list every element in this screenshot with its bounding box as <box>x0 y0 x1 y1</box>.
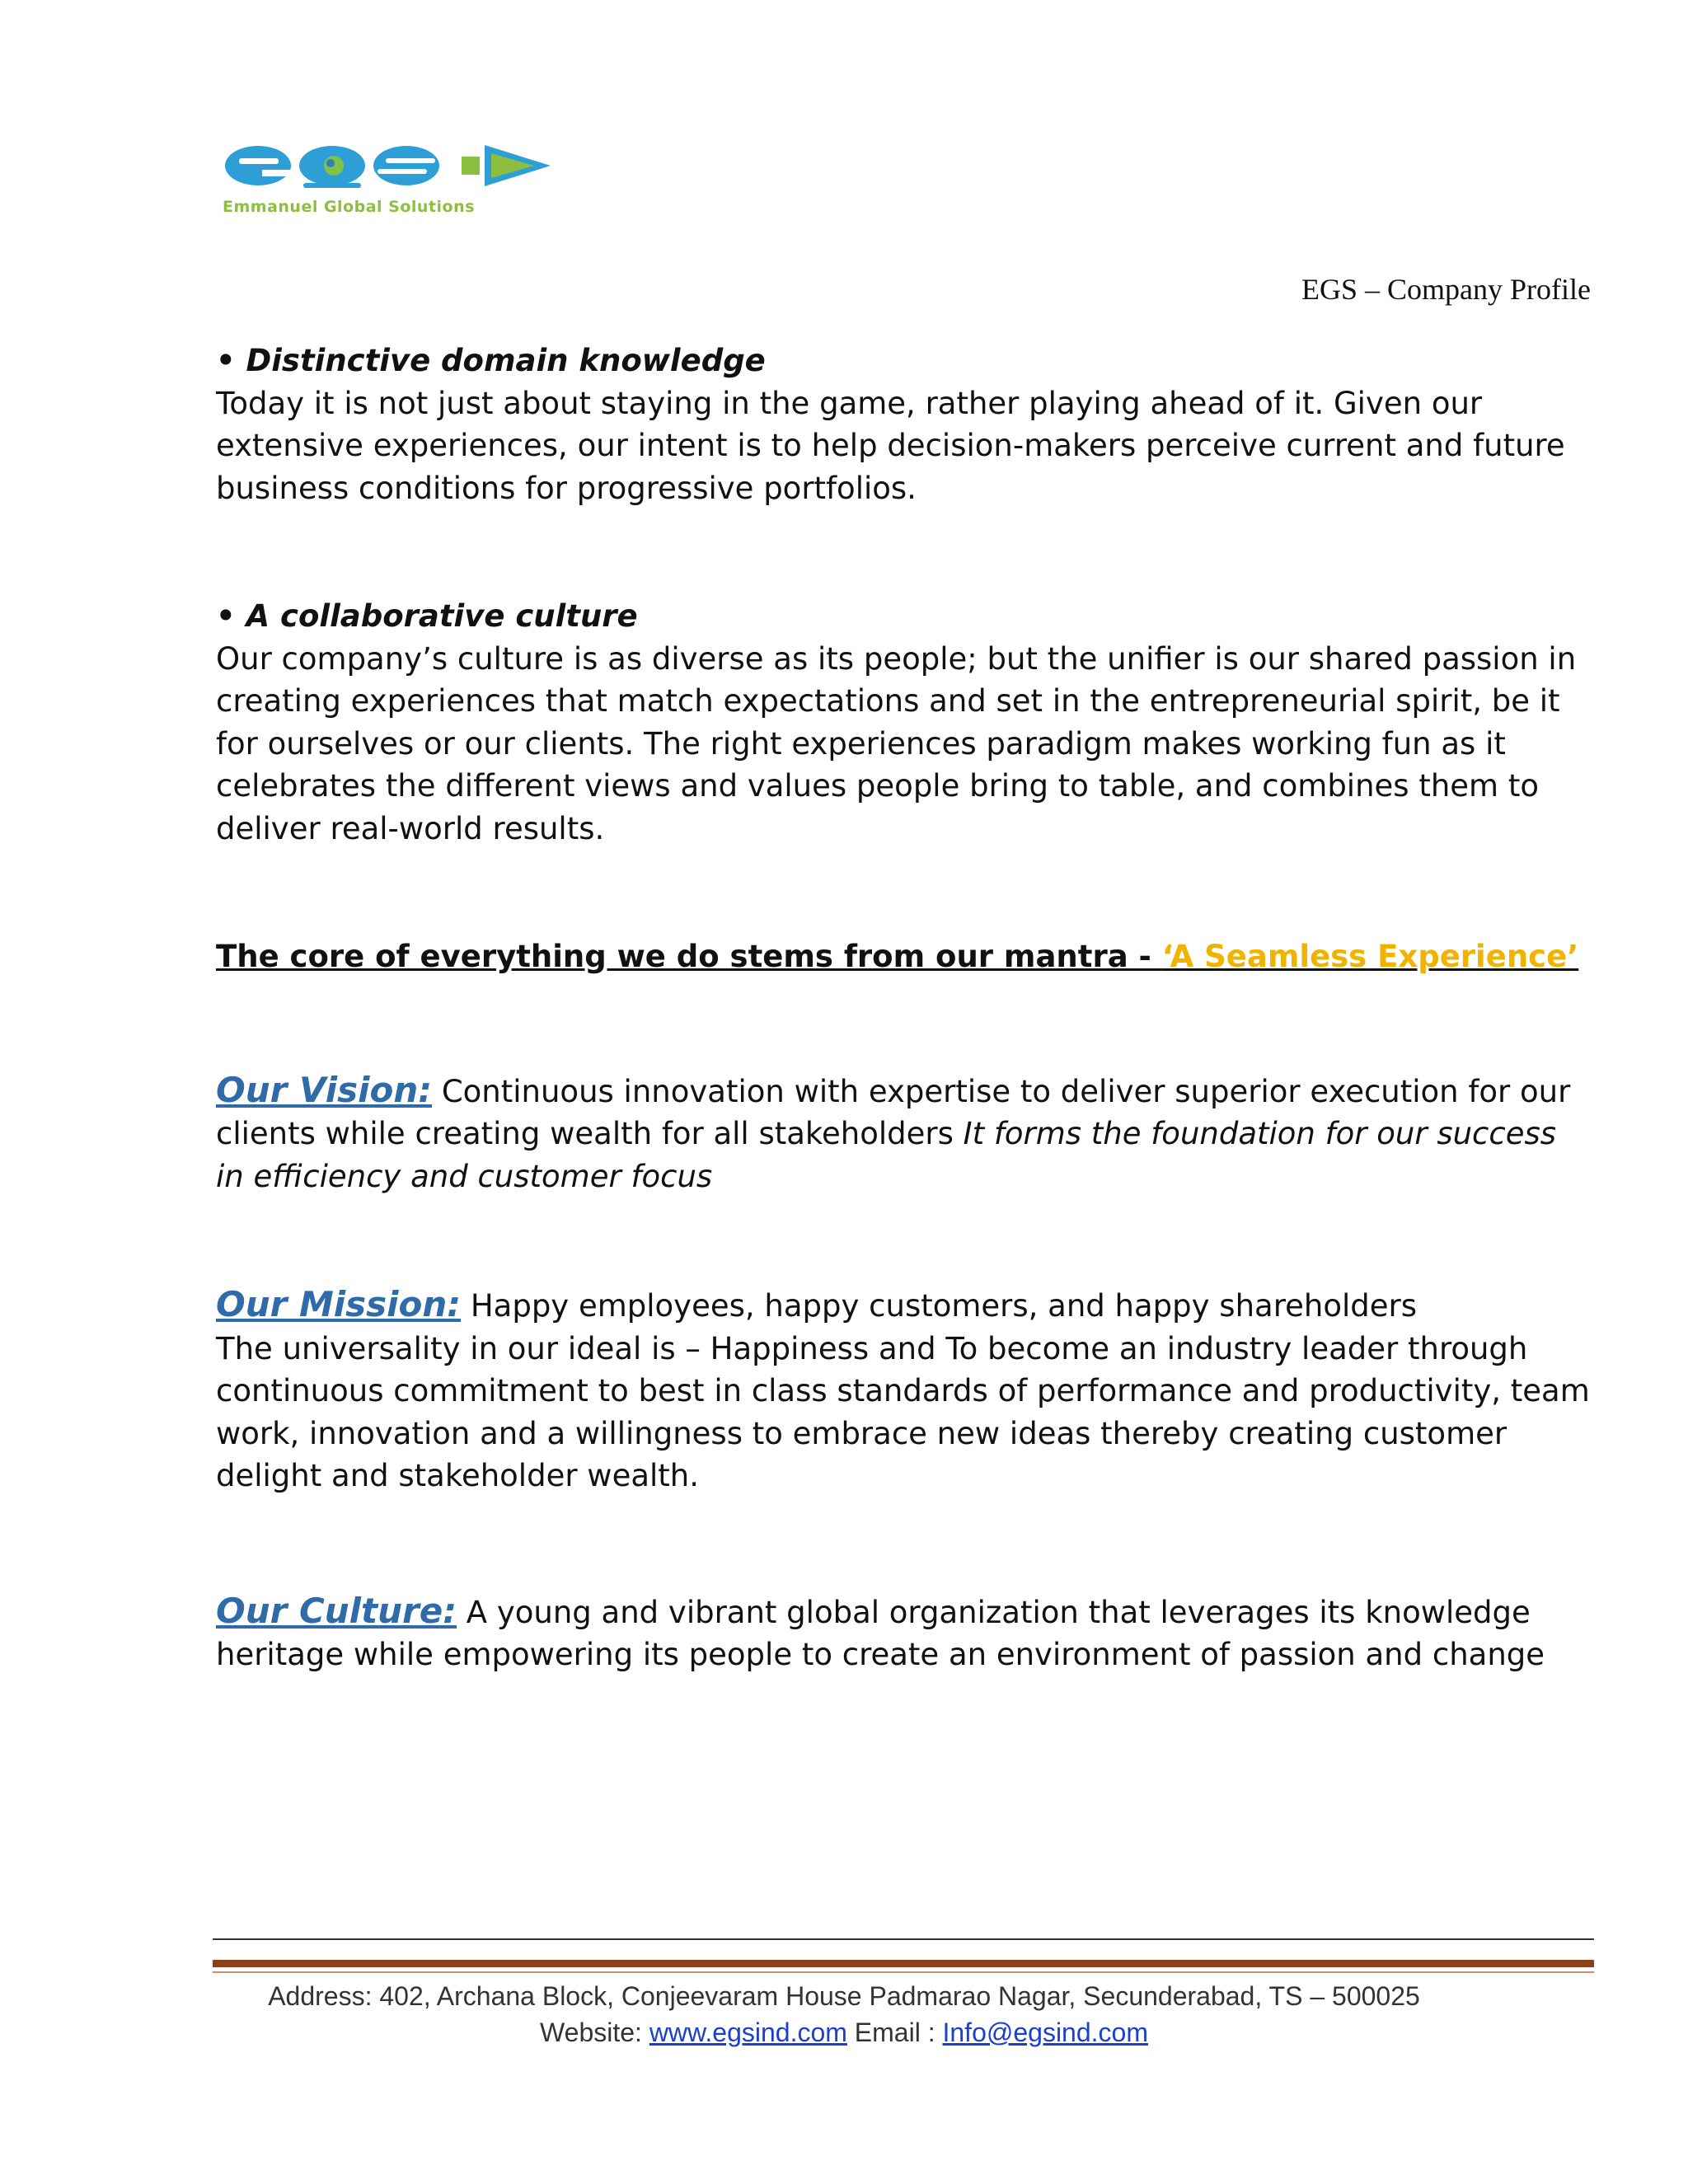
vision-italic-text: It forms the foundation for our success <box>963 1116 1557 1151</box>
mantra-text: The core of everything we do stems from our mantra - <box>216 939 1162 974</box>
body-text-line: creating experiences that match expectations and set in the entrepreneurial spirit, be it <box>216 683 1560 719</box>
vision-text: clients while creating wealth for all stakeholders <box>216 1116 964 1151</box>
email-label: Email : <box>846 2018 943 2047</box>
footer-divider <box>213 1938 1594 1940</box>
logo-tagline: Emmanuel Global Solutions <box>223 198 475 216</box>
body-text-line: deliver real-world results. <box>216 810 605 846</box>
body-text-line: Our company’s culture is as diverse as its people; but the unifier is our shared passion in <box>216 640 1577 677</box>
vision-label: Our Vision: <box>216 1069 433 1110</box>
mission-text: Happy employees, happy customers, and happy shareholders <box>461 1288 1417 1324</box>
mission-label: Our Mission: <box>216 1284 462 1324</box>
body-text-line: for ourselves or our clients. The right experiences paradigm makes working fun as it <box>216 725 1506 762</box>
body-text-line: business conditions for progressive portfolios. <box>216 470 917 506</box>
mission-section <box>216 1283 1601 1497</box>
footer-address: Address: 402, Archana Block, Conjeevaram House Padmarao Nagar, Secunderabad, TS – 500025 <box>268 1981 1420 2011</box>
mantra-statement <box>216 935 1601 978</box>
company-logo <box>221 138 567 221</box>
body-text-line: The universality in our ideal is – Happiness and To become an industry leader through <box>216 1330 1528 1366</box>
document-title: EGS – Company Profile <box>1301 273 1591 306</box>
culture-label: Our Culture: <box>216 1590 457 1631</box>
website-label: Website: <box>540 2018 649 2047</box>
website-link[interactable]: www.egsind.com <box>649 2018 847 2047</box>
culture-text: A young and vibrant global organization that leverages its knowledge <box>457 1594 1531 1630</box>
egs-logo-icon <box>221 138 567 196</box>
body-text-line: heritage while empowering its people to create an environment of passion and change <box>216 1637 1545 1672</box>
body-text-line: delight and stakeholder wealth. <box>216 1458 700 1493</box>
body-text-line: extensive experiences, our intent is to help decision-makers perceive current and future <box>216 428 1565 463</box>
body-text-line: celebrates the different views and values people bring to table, and combines them to <box>216 768 1540 804</box>
body-text-line: work, innovation and a willingness to embrace new ideas thereby creating customer <box>216 1415 1507 1451</box>
body-text-line: Today it is not just about staying in the game, rather playing ahead of it. Given our <box>216 385 1483 421</box>
vision-italic-text: in efficiency and customer focus <box>216 1158 713 1194</box>
page-footer <box>0 1978 1688 2050</box>
section-heading: • A collaborative culture <box>216 598 638 634</box>
section-heading: • Distinctive domain knowledge <box>216 343 766 378</box>
vision-section <box>216 1069 1601 1198</box>
footer-divider <box>213 1971 1594 1973</box>
mantra-quote: ‘A Seamless Experience’ <box>1161 939 1579 974</box>
collaborative-culture-section <box>216 595 1601 850</box>
domain-knowledge-section <box>216 340 1601 509</box>
vision-text: Continuous innovation with expertise to deliver superior execution for our <box>432 1073 1571 1109</box>
body-text-line: continuous commitment to best in class standards of performance and productivity, team <box>216 1373 1590 1408</box>
email-link[interactable]: Info@egsind.com <box>942 2018 1148 2047</box>
footer-contact <box>0 2014 1688 2050</box>
culture-section <box>216 1590 1601 1676</box>
footer-divider <box>213 1960 1594 1967</box>
document-body <box>216 340 1601 1676</box>
